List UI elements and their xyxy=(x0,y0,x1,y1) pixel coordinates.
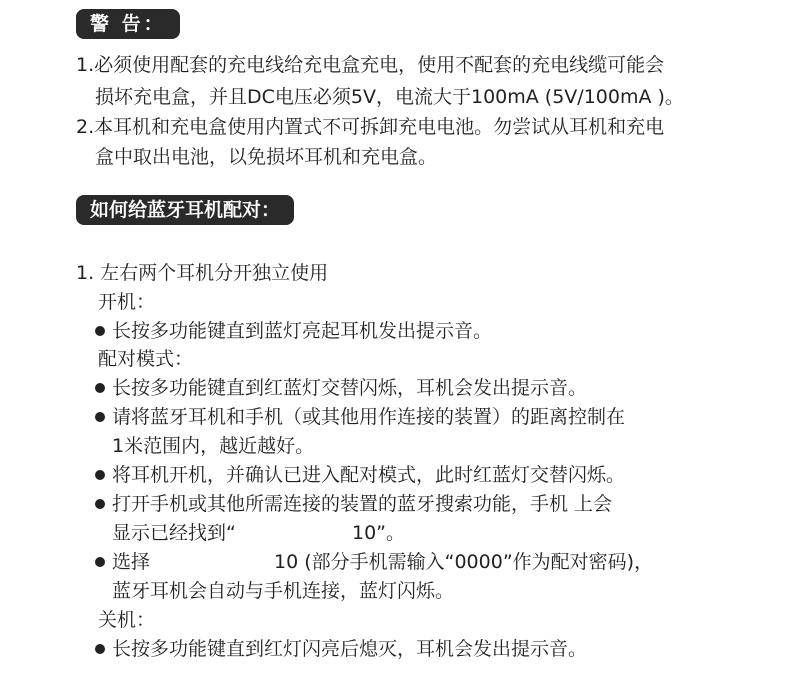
bullet-dot xyxy=(95,383,105,393)
power-off-label: 关机： xyxy=(98,609,156,631)
step-1-title: 1. 左右两个耳机分开独立使用 xyxy=(76,262,329,284)
power-on-label: 开机： xyxy=(98,291,156,313)
pair-mode-bullet-5-line-1a: 选择 xyxy=(112,551,151,573)
power-on-bullet-1: 长按多功能键直到蓝灯亮起耳机发出提示音。 xyxy=(112,320,493,342)
pair-mode-bullet-3: 将耳机开机，并确认已进入配对模式，此时红蓝灯交替闪烁。 xyxy=(112,464,626,486)
pair-mode-bullet-2-line-2: 1米范围内，越近越好。 xyxy=(112,435,315,457)
pair-mode-bullet-2-line-1: 请将蓝牙耳机和手机（或其他用作连接的装置）的距离控制在 xyxy=(112,406,626,428)
bullet-dot xyxy=(95,499,105,509)
warning-item-1-line-1: 1.必须使用配套的充电线给充电盒充电，使用不配套的充电线缆可能会 xyxy=(76,54,665,76)
warning-item-2-line-1: 2.本耳机和充电盒使用内置式不可拆卸充电电池。勿尝试从耳机和充电 xyxy=(76,116,665,138)
pair-mode-label: 配对模式： xyxy=(98,348,194,370)
power-off-bullet-1: 长按多功能键直到红灯闪亮后熄灭，耳机会发出提示音。 xyxy=(112,638,588,660)
bullet-dot xyxy=(95,412,105,422)
bullet-dot xyxy=(95,557,105,567)
pair-mode-bullet-4-line-1: 打开手机或其他所需连接的装置的蓝牙搜索功能，手机 上会 xyxy=(112,493,613,515)
warning-item-1-line-2: 损坏充电盒，并且DC电压必须5V，电流大于100mA (5V/100mA )。 xyxy=(95,86,684,108)
warning-heading-badge: 警 告： xyxy=(76,9,180,39)
pairing-heading-badge: 如何给蓝牙耳机配对： xyxy=(76,195,294,225)
pair-mode-bullet-5-line-1b: 10 (部分手机需输入“0000”作为配对密码)， xyxy=(274,551,654,573)
pair-mode-bullet-1: 长按多功能键直到红蓝灯交替闪烁，耳机会发出提示音。 xyxy=(112,377,588,399)
pair-mode-bullet-4-line-2a: 显示已经找到“ xyxy=(112,522,236,544)
warning-item-2-line-2: 盒中取出电池，以免损坏耳机和充电盒。 xyxy=(95,146,438,168)
pair-mode-bullet-4-line-2b: 10”。 xyxy=(352,522,406,544)
pair-mode-bullet-5-line-2: 蓝牙耳机会自动与手机连接，蓝灯闪烁。 xyxy=(112,580,455,602)
bullet-dot xyxy=(95,326,105,336)
bullet-dot xyxy=(95,470,105,480)
bullet-dot xyxy=(95,644,105,654)
